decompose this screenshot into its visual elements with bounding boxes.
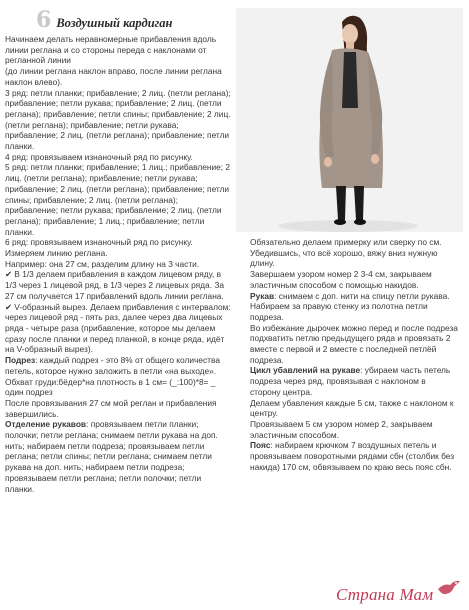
poyas-text: : набираем крючком 7 воздушных петель и провязываем поворотными рядами сбн (столбик без накида) 170 см, обвязываем по краю весь пояс сбн. bbox=[250, 440, 455, 472]
stork-logo-icon bbox=[436, 577, 462, 599]
right-text-column bbox=[250, 237, 458, 472]
otdelenie-text: : провязываем петли планки; полочки; петли реглана; снимаем петли рукава на доп. нить; набираем петли подреза; провязываем петли реглана; петли спины; петли реглана; снимаем петли рукава на доп. нить; набираем петли подреза; провязываем петли реглана; петли полочки; петли планки. bbox=[5, 419, 218, 494]
paragraph: ✔ В 1/3 делаем прибавления в каждом лицевом ряду, в 1/3 через 1 лицевой ряд, в 1/3 через 2 лицевых ряда. За 27 см получается 17 прибавлений вдоль линии реглана. bbox=[5, 269, 225, 301]
paragraph: Делаем убавления каждые 5 см, также с наклоном к центру. bbox=[250, 397, 454, 419]
paragraph bbox=[250, 365, 458, 397]
paragraph: Обязательно делаем примерку или сверку по см. Убедившись, что всё хорошо, вяжу вниз нужную длину. bbox=[250, 237, 442, 269]
site-watermark-logo: Страна Мам bbox=[336, 585, 434, 604]
paragraph: 4 ряд: провязываем изнаночный ряд по рисунку. bbox=[5, 151, 193, 162]
paragraph: Например: она 27 см, разделим длину на 3 части. bbox=[5, 258, 200, 269]
paragraph: Во избежание дырочек можно перед и после подреза подхватить петлю предыдущего ряда и провязать 2 вместе с первой и 2 вместе с последней петлёй подреза. bbox=[250, 322, 458, 365]
cycle-label: Цикл убавлений на рукаве bbox=[250, 365, 361, 376]
otdelenie-label: Отделение рукавов bbox=[5, 419, 87, 430]
paragraph: После провязывания 27 см мой реглан и прибавления завершились. bbox=[5, 397, 217, 419]
rukav-text: : снимаем с доп. нити на спицу петли рукава. Набираем за правую стенку из полотна петли подреза. bbox=[250, 290, 450, 322]
paragraph: Начинаем делать неравномерные прибавления вдоль линии реглана и со стороны переда с наклонами от регланной линии bbox=[5, 34, 217, 66]
podrez-label: Подрез bbox=[5, 355, 36, 366]
model-photo bbox=[236, 8, 463, 232]
title-row bbox=[36, 9, 172, 31]
page-title: Воздушный кардиган bbox=[56, 16, 173, 30]
paragraph: (до линии реглана наклон вправо, после линии реглана наклон влево). bbox=[5, 66, 222, 87]
paragraph: Измеряем линию реглана. bbox=[5, 248, 108, 259]
paragraph: Завершаем узором номер 2 3-4 см, закрываем эластичным способом с помощью накидов. bbox=[250, 269, 432, 290]
paragraph: Провязываем 5 см узором номер 2, закрываем эластичным способом. bbox=[250, 418, 433, 440]
podrez-text: : каждый подрез - это 8% от общего количества петель, которое нужно заложить в петли «на выходе». bbox=[5, 355, 220, 376]
paragraph: 3 ряд: петли планки; прибавление; 2 лиц. (петли реглана); прибавление; петли рукава; прибавление; 2 лиц. (петли реглана); прибавление; петли спины; прибавление; 2 лиц. (петли реглана); прибавление; петли рукава; прибавление; 2 лиц. (петли реглана); прибавление; петли планки. bbox=[5, 87, 231, 152]
paragraph: 5 ряд: петли планки; прибавление; 1 лиц.; прибавление; 2 лиц. (петли реглана); прибавление; петли рукава; прибавление; 2 лиц. (петли реглана); прибавление; петли спины; прибавление; 2 лиц. (петли реглана); прибавление; петли рукава; прибавление; 2 лиц. (петли реглана); прибавление; 1 лиц.; прибавление; петли планки. bbox=[5, 162, 231, 237]
cycle-text: : убираем часть петель подреза через ряд, провязывая с наклоном в сторону центра. bbox=[250, 365, 451, 397]
paragraph bbox=[5, 355, 231, 376]
poyas-label: Пояс bbox=[250, 440, 271, 451]
paragraph bbox=[5, 419, 231, 494]
section-number: 6 bbox=[36, 7, 52, 33]
paragraph bbox=[250, 440, 458, 472]
paragraph: 6 ряд: провязываем изнаночный ряд по рисунку. bbox=[5, 237, 193, 248]
rukav-label: Рукав bbox=[250, 290, 275, 301]
left-text-column bbox=[5, 34, 231, 494]
paragraph bbox=[250, 291, 458, 323]
paragraph: ✔ V-образный вырез. Делаем прибавления с интервалом: через лицевой ряд - пять раз, далее через два лицевых ряда - четыре раза (прибавление, которое мы делаем сразу после планки и перед планкой, в конце ряда, идёт на V-образный вырез). bbox=[5, 301, 231, 355]
paragraph: Обхват груди:бёдер*на плотность в 1 см= (_:100)*8= _ один подрез bbox=[5, 376, 216, 398]
